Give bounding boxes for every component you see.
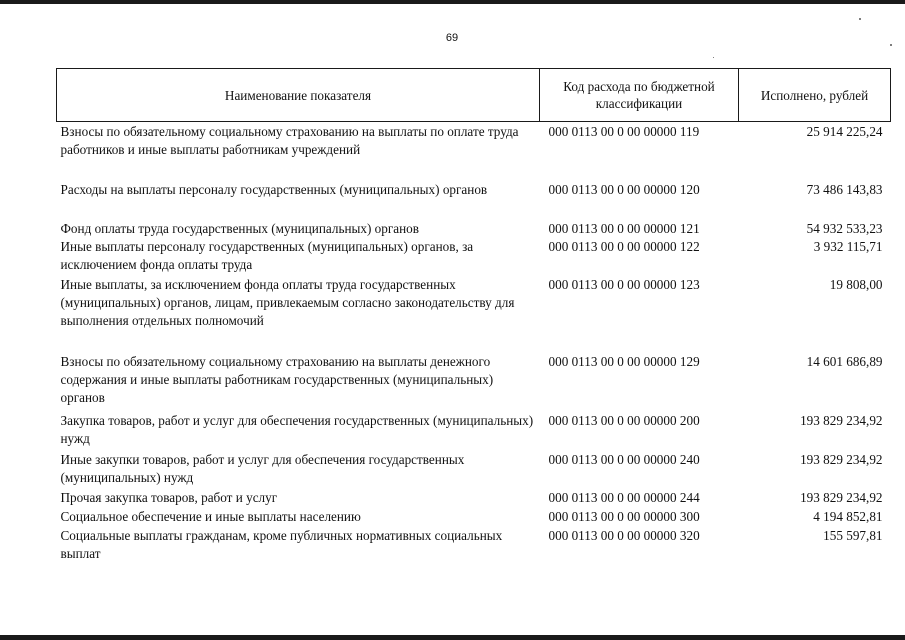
row-name: Социальные выплаты гражданам, кроме публичных нормативных социальных выплат — [60, 527, 503, 561]
table-row — [57, 508, 891, 527]
table-row — [57, 412, 891, 451]
row-code: 000 0113 00 0 00 00000 240 — [548, 451, 700, 467]
row-amount: 14 601 686,89 — [806, 353, 883, 369]
row-name: Прочая закупка товаров, работ и услуг — [60, 489, 278, 505]
row-amount: 155 597,81 — [823, 527, 883, 543]
table-row — [57, 276, 891, 353]
row-code: 000 0113 00 0 00 00000 123 — [548, 276, 700, 292]
row-name: Взносы по обязательному социальному страхованию на выплаты денежного содержания и иные выплаты работникам государственных (муниципальных) органов — [60, 353, 494, 405]
bottom-scan-border — [0, 635, 905, 640]
scan-speck — [890, 44, 892, 46]
row-amount: 193 829 234,92 — [800, 412, 883, 428]
row-amount: 25 914 225,24 — [806, 124, 883, 139]
row-code: 000 0113 00 0 00 00000 200 — [548, 412, 700, 428]
column-header-amount: Исполнено, рублей — [739, 69, 891, 122]
table-row — [57, 122, 891, 181]
column-header-name: Наименование показателя — [57, 69, 540, 122]
table-row — [57, 489, 891, 508]
row-amount: 19 808,00 — [829, 276, 883, 292]
row-amount: 193 829 234,92 — [800, 489, 883, 505]
row-amount: 73 486 143,83 — [806, 181, 883, 197]
row-amount: 4 194 852,81 — [813, 508, 883, 524]
row-name: Иные выплаты, за исключением фонда оплаты труда государственных (муниципальных) органов, лицам, привлекаемым согласно законодательству для выполнения отдельных полномочий — [60, 276, 515, 328]
row-code: 000 0113 00 0 00 00000 119 — [548, 124, 700, 139]
row-amount: 3 932 115,71 — [813, 238, 883, 254]
expenditure-table — [56, 68, 891, 565]
row-name: Закупка товаров, работ и услуг для обеспечения государственных (муниципальных) нужд — [60, 412, 534, 446]
table-row — [57, 220, 891, 238]
row-code: 000 0113 00 0 00 00000 129 — [548, 353, 700, 369]
table-row — [57, 181, 891, 220]
row-name: Иные закупки товаров, работ и услуг для обеспечения государственных (муниципальных) нужд — [60, 451, 465, 485]
top-scan-border — [0, 0, 905, 4]
row-code: 000 0113 00 0 00 00000 120 — [548, 181, 700, 197]
column-header-code: Код расхода по бюджетной классификации — [540, 69, 739, 122]
scan-speck — [713, 57, 714, 58]
row-name: Фонд оплаты труда государственных (муниципальных) органов — [60, 220, 420, 236]
row-name: Расходы на выплаты персоналу государственных (муниципальных) органов — [60, 181, 488, 197]
page-number: 69 — [445, 32, 459, 44]
table-row — [57, 353, 891, 412]
row-amount: 193 829 234,92 — [800, 451, 883, 467]
scan-speck — [859, 18, 861, 20]
table-row — [57, 527, 891, 565]
table-row — [57, 451, 891, 489]
row-code: 000 0113 00 0 00 00000 300 — [548, 508, 700, 524]
table-row — [57, 238, 891, 276]
row-code: 000 0113 00 0 00 00000 320 — [548, 527, 700, 543]
row-code: 000 0113 00 0 00 00000 244 — [548, 489, 700, 505]
row-name: Взносы по обязательному социальному страхованию на выплаты по оплате труда работников и иные выплаты работникам учреждений — [60, 124, 519, 157]
row-name: Социальное обеспечение и иные выплаты населению — [60, 508, 361, 524]
row-name: Иные выплаты персоналу государственных (муниципальных) органов, за исключением фонда оплаты труда — [60, 238, 474, 272]
table-header-row — [57, 69, 891, 122]
row-amount: 54 932 533,23 — [806, 220, 883, 236]
row-code: 000 0113 00 0 00 00000 121 — [548, 220, 700, 236]
row-code: 000 0113 00 0 00 00000 122 — [548, 238, 700, 254]
